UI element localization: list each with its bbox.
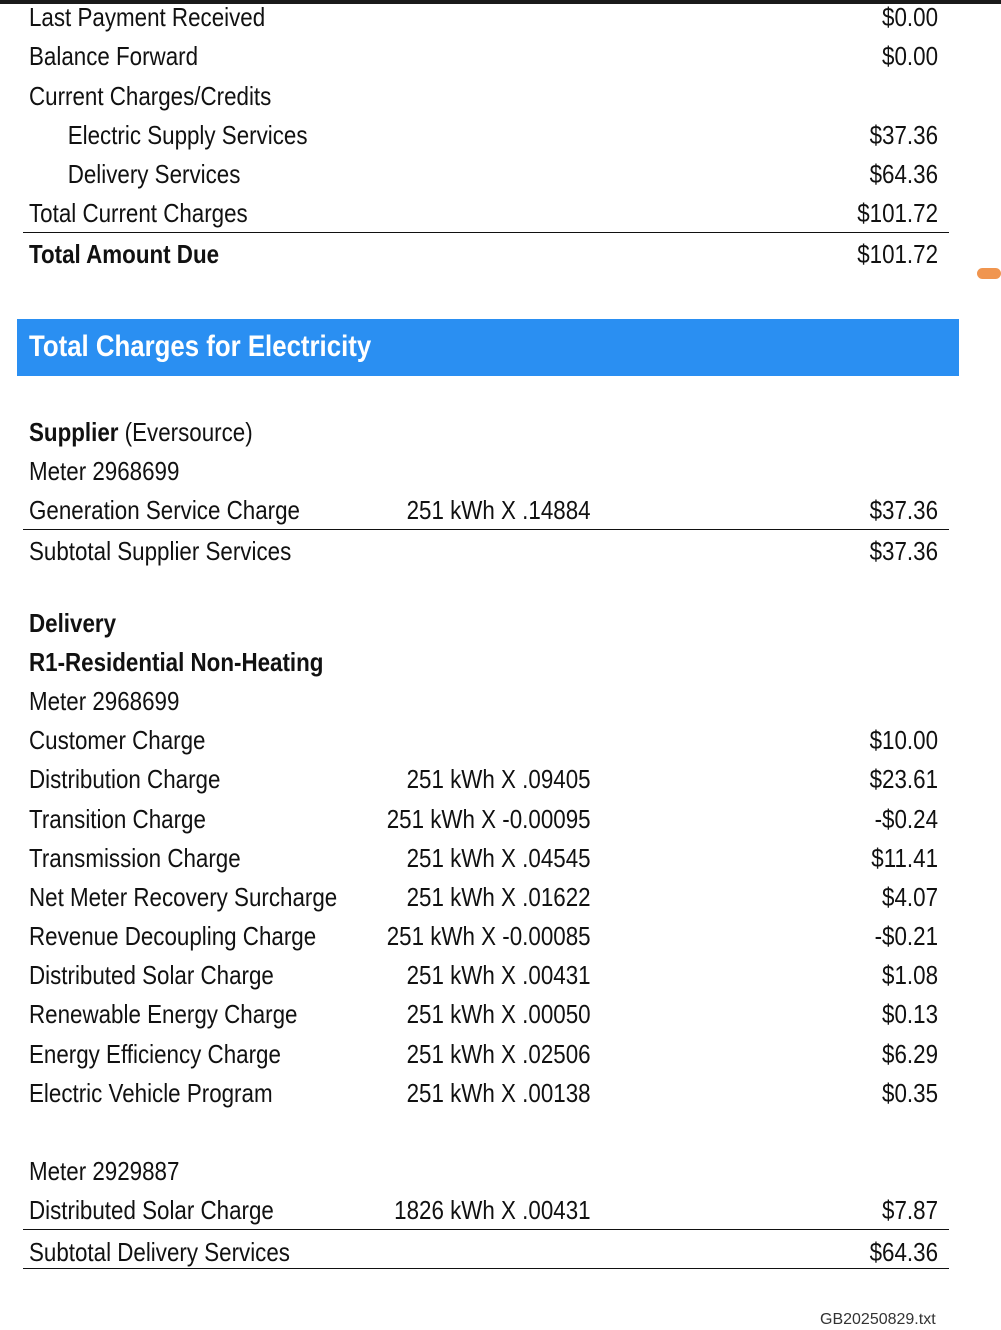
subtotal-supplier-row (29, 533, 939, 569)
row-label: Distributed Solar Charge (29, 960, 274, 990)
row-label: Subtotal Supplier Services (29, 536, 292, 566)
scroll-indicator[interactable] (977, 268, 1001, 279)
row-label: Generation Service Charge (29, 495, 300, 525)
row-label: Balance Forward (29, 41, 199, 71)
row-amount: $0.35 (882, 1078, 939, 1108)
row-label: Energy Efficiency Charge (29, 1039, 281, 1069)
charge-row (29, 722, 939, 758)
row-calculation: 251 kWh X .00138 (406, 1078, 591, 1108)
section-banner (17, 319, 959, 376)
row-label: Transmission Charge (29, 843, 241, 873)
supplier-heading (29, 414, 253, 450)
supplier-heading-row (29, 414, 809, 450)
row-label: Net Meter Recovery Surcharge (29, 882, 338, 912)
row-calculation: 1826 kWh X .00431 (394, 1195, 591, 1225)
charge-row (29, 1036, 939, 1072)
supplier-meter-row (29, 453, 809, 489)
footer-filename: GB20250829.txt (820, 1311, 936, 1328)
row-label: Last Payment Received (29, 2, 266, 32)
row-label: Distributed Solar Charge (29, 1195, 274, 1225)
row-label: Subtotal Delivery Services (29, 1237, 290, 1267)
row-amount: $7.87 (882, 1195, 939, 1225)
row-calculation: 251 kWh X .00431 (406, 960, 591, 990)
last-payment-row (29, 0, 939, 35)
total-amount-due-row (29, 236, 939, 272)
charge-row (29, 918, 939, 954)
meter-label: Meter 2968699 (29, 456, 180, 486)
row-amount: $64.36 (869, 159, 939, 189)
summary-divider (23, 232, 949, 233)
solar-charge-row (29, 1192, 939, 1228)
row-amount: $4.07 (882, 882, 939, 912)
charge-row (29, 801, 939, 837)
current-charges-heading (29, 78, 809, 114)
row-label: Transition Charge (29, 804, 206, 834)
row-amount: $6.29 (882, 1039, 939, 1069)
supplier-label: Supplier (29, 417, 119, 447)
row-label: Customer Charge (29, 725, 206, 755)
row-calculation: 251 kWh X .14884 (406, 495, 591, 525)
delivery-heading-row (29, 605, 809, 641)
delivery-meter-row (29, 683, 809, 719)
row-amount: $64.36 (869, 1237, 939, 1267)
bottom-divider (23, 1268, 949, 1269)
charge-row (29, 879, 939, 915)
row-label: Distribution Charge (29, 764, 221, 794)
charge-row (29, 996, 939, 1032)
row-amount: $10.00 (869, 725, 939, 755)
charge-row (29, 840, 939, 876)
section-title: Total Charges for Electricity (29, 330, 372, 363)
charge-row (29, 761, 939, 797)
row-label: Current Charges/Credits (29, 81, 272, 111)
row-calculation: 251 kWh X .00050 (406, 999, 591, 1029)
row-label: Electric Vehicle Program (29, 1078, 273, 1108)
row-label: Total Current Charges (29, 198, 248, 228)
row-label: Total Amount Due (29, 239, 220, 269)
row-amount: $1.08 (882, 960, 939, 990)
row-label: Delivery Services (67, 159, 241, 189)
delivery-divider (23, 1229, 949, 1230)
row-amount: $23.61 (869, 764, 939, 794)
row-calculation: 251 kWh X .02506 (406, 1039, 591, 1069)
row-amount: $0.13 (882, 999, 939, 1029)
row-amount: $37.36 (869, 536, 939, 566)
meter-label: Meter 2968699 (29, 686, 180, 716)
generation-charge-row (29, 492, 939, 528)
row-amount: $0.00 (882, 2, 939, 32)
delivery-services-row (29, 156, 939, 192)
row-amount: $101.72 (857, 239, 939, 269)
electric-supply-row (29, 117, 939, 153)
second-meter-row (29, 1153, 809, 1189)
total-current-charges-row (29, 195, 939, 231)
charge-row (29, 957, 939, 993)
row-amount: $0.00 (882, 41, 939, 71)
row-calculation: 251 kWh X .01622 (406, 882, 591, 912)
row-calculation: 251 kWh X -0.00095 (386, 804, 591, 834)
row-amount: $37.36 (869, 120, 939, 150)
row-amount: $11.41 (871, 843, 939, 873)
row-calculation: 251 kWh X .04545 (406, 843, 591, 873)
row-label: Renewable Energy Charge (29, 999, 298, 1029)
row-label: Electric Supply Services (67, 120, 308, 150)
balance-forward-row (29, 38, 939, 74)
row-amount: -$0.24 (874, 804, 939, 834)
row-calculation: 251 kWh X -0.00085 (386, 921, 591, 951)
row-label: Revenue Decoupling Charge (29, 921, 317, 951)
row-amount: -$0.21 (874, 921, 939, 951)
subtotal-delivery-row (29, 1234, 939, 1270)
row-calculation: 251 kWh X .09405 (406, 764, 591, 794)
supplier-divider (23, 529, 949, 530)
row-amount: $37.36 (869, 495, 939, 525)
meter-label: Meter 2929887 (29, 1156, 180, 1186)
rate-heading-row (29, 644, 809, 680)
charge-row (29, 1075, 939, 1111)
delivery-heading: Delivery (29, 608, 117, 638)
row-amount: $101.72 (857, 198, 939, 228)
rate-heading: R1-Residential Non-Heating (29, 647, 324, 677)
supplier-name: (Eversource) (118, 417, 253, 447)
